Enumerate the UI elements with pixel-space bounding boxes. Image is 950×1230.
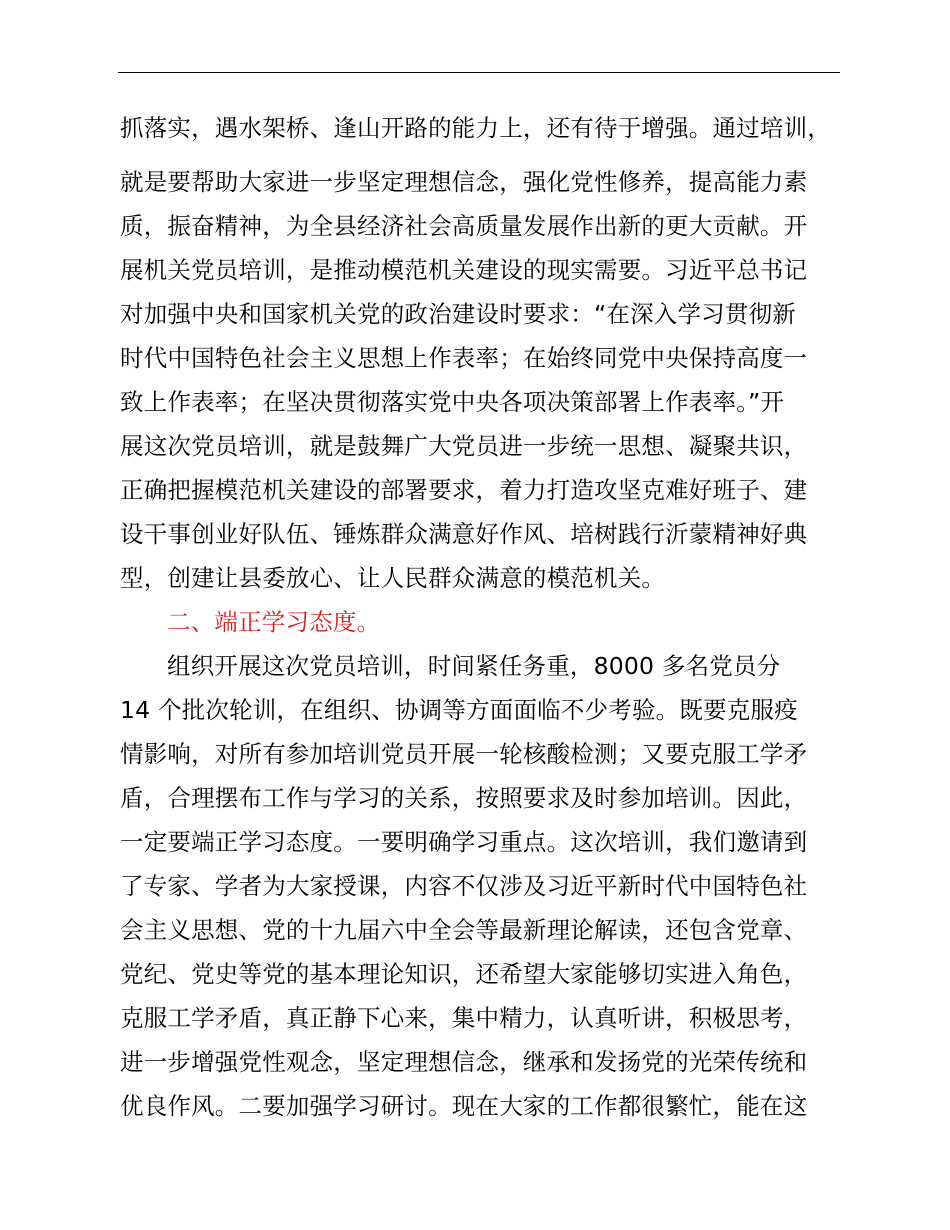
text-line: 就是要帮助大家进一步坚定理想信念，强化党性修养，提高能力素 — [120, 168, 808, 196]
text-line: 抓落实，遇水架桥、逢山开路的能力上，还有待于增强。通过培训， — [120, 114, 831, 142]
text-line: 盾，合理摆布工作与学习的关系，按照要求及时参加培训。因此， — [120, 784, 808, 812]
header-rule — [118, 72, 840, 73]
paragraph-first-line: 组织开展这次党员培训，时间紧任务重，8000 多名党员分 — [167, 652, 781, 680]
text-line: 型，创建让县委放心、让人民群众满意的模范机关。 — [120, 564, 666, 592]
text-line: 一定要端正学习态度。一要明确学习重点。这次培训，我们邀请到 — [120, 828, 808, 856]
text-line: 会主义思想、党的十九届六中全会等最新理论解读，还包含党章、 — [120, 916, 808, 944]
text-line: 情影响，对所有参加培训党员开展一轮核酸检测；又要克服工学矛 — [120, 740, 808, 768]
text-line: 进一步增强党性观念，坚定理想信念，继承和发扬党的光荣传统和 — [120, 1048, 808, 1076]
text-line: 对加强中央和国家机关党的政治建设时要求：“在深入学习贯彻新 — [120, 300, 796, 328]
section-heading: 二、端正学习态度。 — [167, 608, 381, 636]
text-line: 展机关党员培训，是推动模范机关建设的现实需要。习近平总书记 — [120, 256, 808, 284]
text-line: 了专家、学者为大家授课，内容不仅涉及习近平新时代中国特色社 — [120, 872, 808, 900]
text-line: 14 个批次轮训，在组织、协调等方面面临不少考验。既要克服疫 — [120, 696, 798, 724]
text-line: 时代中国特色社会主义思想上作表率；在始终同党中央保持高度一 — [120, 344, 808, 372]
text-line: 正确把握模范机关建设的部署要求，着力打造攻坚克难好班子、建 — [120, 476, 808, 504]
text-line: 克服工学矛盾，真正静下心来，集中精力，认真听讲，积极思考， — [120, 1004, 808, 1032]
text-line: 党纪、党史等党的基本理论知识，还希望大家能够切实进入角色， — [120, 960, 808, 988]
text-line: 设干事创业好队伍、锤炼群众满意好作风、培树践行沂蒙精神好典 — [120, 520, 808, 548]
text-line: 优良作风。二要加强学习研讨。现在大家的工作都很繁忙，能在这 — [120, 1092, 808, 1120]
text-line: 质，振奋精神，为全县经济社会高质量发展作出新的更大贡献。开 — [120, 212, 808, 240]
text-line: 致上作表率；在坚决贯彻落实党中央各项决策部署上作表率。”开 — [120, 388, 785, 416]
text-line: 展这次党员培训，就是鼓舞广大党员进一步统一思想、凝聚共识， — [120, 432, 808, 460]
